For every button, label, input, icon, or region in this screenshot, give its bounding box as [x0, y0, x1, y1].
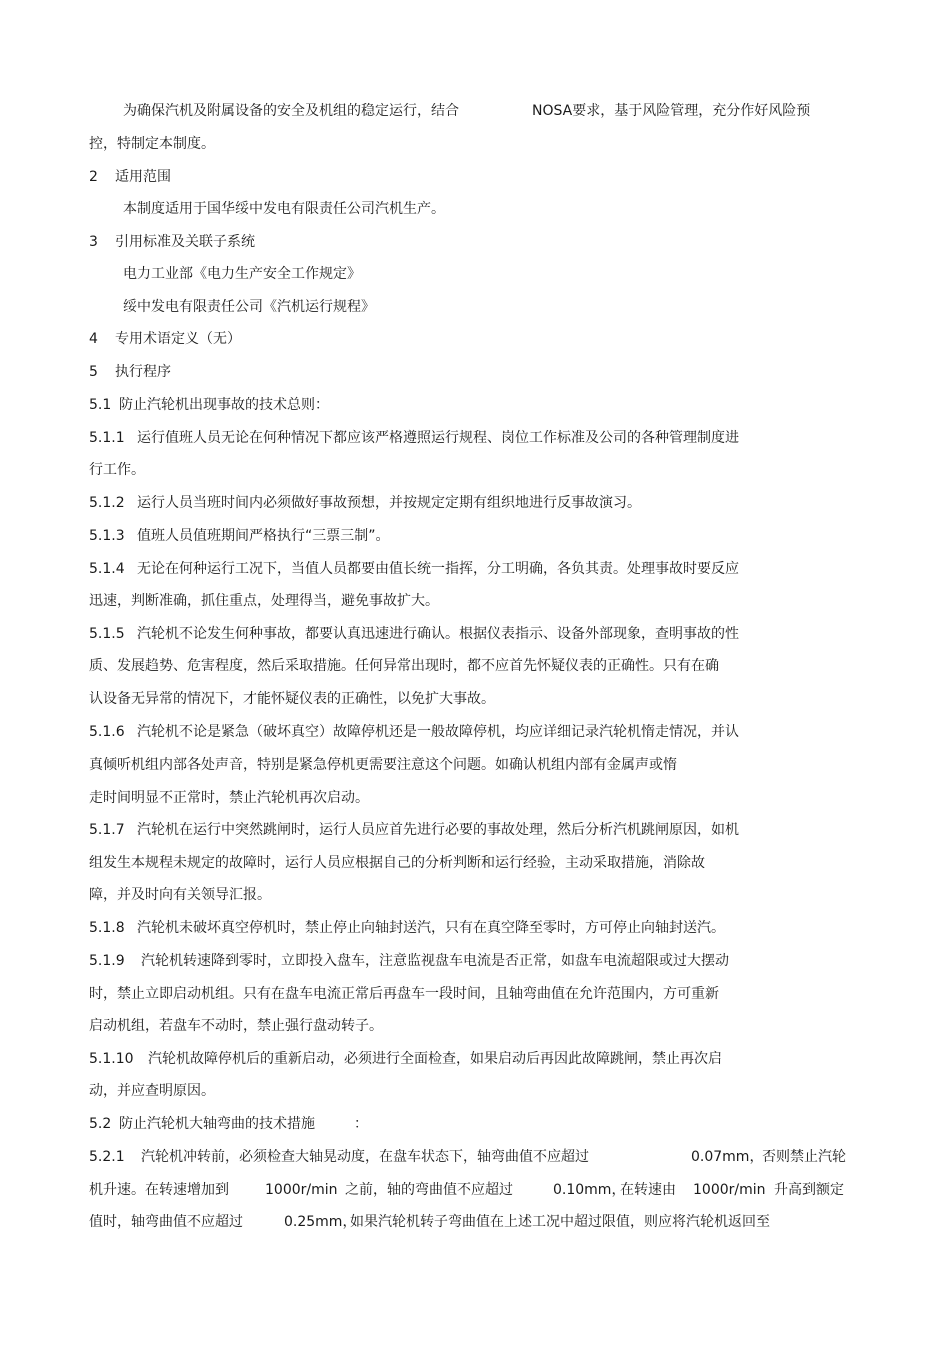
clause-text: 无论在何种运行工况下，当值人员都要由值长统一指挥，分工明确，各负其责。处理事故时要反应 [137, 561, 739, 577]
clause-5-1-1-line-2: 行工作。 [89, 462, 145, 478]
clause-5-1-7-line-2: 组发生本规程未规定的故障时，运行人员应根据自己的分析判断和运行经验，主动采取措施，消除故 [89, 855, 705, 871]
clause-number: 5.1.4 [89, 561, 125, 577]
clause-5-1-6-line-3: 走时间明显不正常时，禁止汽轮机再次启动。 [89, 790, 369, 806]
clause-text: 汽轮机不论发生何种事故，都要认真迅速进行确认。根据仪表指示、设备外部现象，查明事故的性 [137, 626, 739, 642]
intro-line-1a: 为确保汽机及附属设备的安全及机组的稳定运行，结合 [123, 103, 459, 119]
clause-5-1-6-line-2: 真倾听机组内部各处声音，特别是紧急停机更需要注意这个问题。如确认机组内部有金属声或惰 [89, 757, 677, 773]
section-number: 2 [89, 169, 98, 185]
clause-text: 值班人员值班期间严格执行“三票三制”。 [137, 528, 390, 544]
clause-5-1-4-line-2: 迅速，判断准确，抓住重点，处理得当，避免事故扩大。 [89, 593, 439, 609]
clause-number: 5.1.9 [89, 953, 125, 969]
clause-5-1-5-line-1 [89, 624, 739, 644]
section-5-heading [89, 362, 171, 382]
clause-5-1-10-line-1 [89, 1049, 722, 1069]
clause-5-1-1-line-1 [89, 428, 739, 448]
clause-5-1-7-line-3: 障，并及时向有关领导汇报。 [89, 887, 271, 903]
clause-5-2-1-line-3c: 如果汽轮机转子弯曲值在上述工况中超过限值，则应将汽轮机返回至 [350, 1214, 770, 1230]
clause-5-1-5-line-2: 质、发展趋势、危害程度，然后采取措施。任何异常出现时，都不应首先怀疑仪表的正确性。只有在确 [89, 658, 719, 674]
clause-5-1-4-line-1 [89, 559, 739, 579]
clause-number: 5.1.2 [89, 495, 125, 511]
clause-5-1-8-line-1 [89, 918, 725, 938]
value-0-07mm: 0.07mm， [691, 1149, 764, 1165]
clause-text: 汽轮机故障停机后的重新启动，必须进行全面检查，如果启动后再因此故障跳闸，禁止再次启 [148, 1051, 722, 1067]
clause-text: 汽轮机不论是紧急（破坏真空）故障停机还是一般故障停机，均应详细记录汽轮机惰走情况，并认 [137, 724, 739, 740]
clause-5-1-6-line-1 [89, 722, 739, 742]
clause-number: 5.1.3 [89, 528, 125, 544]
section-number: 5.2 [89, 1116, 112, 1132]
section-number: 4 [89, 331, 98, 347]
clause-text: 运行人员当班时间内必须做好事故预想，并按规定定期有组织地进行反事故演习。 [137, 495, 641, 511]
clause-number: 5.1.7 [89, 822, 125, 838]
section-number: 5 [89, 364, 98, 380]
value-1000rpm-1: 1000r/min [265, 1182, 338, 1198]
clause-text: 汽轮机转速降到零时，立即投入盘车，注意监视盘车电流是否正常，如盘车电流超限或过大摆动 [141, 953, 729, 969]
clause-5-1-9-line-3: 启动机组，若盘车不动时，禁止强行盘动转子。 [89, 1018, 383, 1034]
clause-text: 运行值班人员无论在何种情况下都应该严格遵照运行规程、岗位工作标准及公司的各种管理制度进 [137, 430, 739, 446]
clause-number: 5.2.1 [89, 1149, 125, 1165]
clause-5-1-7-line-1 [89, 820, 739, 840]
clause-5-1-2-line-1 [89, 493, 641, 513]
intro-line-1b: NOSA要求，基于风险管理，充分作好风险预 [532, 103, 811, 119]
clause-5-1-3-line-1 [89, 526, 390, 546]
clause-5-2-1-line-1c: 否则禁止汽轮 [762, 1149, 846, 1165]
clause-5-1-9-line-2: 时，禁止立即启动机组。只有在盘车电流正常后再盘车一段时间，且轴弯曲值在允许范围内，方可重新 [89, 986, 719, 1002]
reference-1: 电力工业部《电力生产安全工作规定》 [123, 266, 361, 282]
section-5-2-heading [89, 1114, 315, 1134]
value-0-10mm: 0.10mm， [553, 1182, 626, 1198]
clause-5-2-1-line-3a: 值时，轴弯曲值不应超过 [89, 1214, 243, 1230]
value-1000rpm-2: 1000r/min [693, 1182, 766, 1198]
clause-text: 汽轮机在运行中突然跳闸时，运行人员应首先进行必要的事故处理，然后分析汽机跳闸原因，如机 [137, 822, 739, 838]
clause-text: 汽轮机未破坏真空停机时，禁止停止向轴封送汽，只有在真空降至零时，方可停止向轴封送汽。 [137, 920, 725, 936]
clause-5-2-1-line-2a: 机升速。在转速增加到 [89, 1182, 229, 1198]
section-title: 引用标准及关联子系统 [115, 234, 255, 250]
section-title: 专用术语定义（无） [115, 331, 241, 347]
clause-5-2-1-line-2e: 在转速由 [620, 1182, 676, 1198]
reference-2: 绥中发电有限责任公司《汽机运行规程》 [123, 299, 375, 315]
section-number: 3 [89, 234, 98, 250]
section-number: 5.1 [89, 397, 112, 413]
clause-number: 5.1.6 [89, 724, 125, 740]
clause-number: 5.1.1 [89, 430, 125, 446]
section-5-2-colon: ： [354, 1116, 368, 1132]
section-4-heading [89, 329, 241, 349]
section-3-heading [89, 232, 255, 252]
clause-5-2-1-line-1 [89, 1147, 589, 1167]
section-2-body: 本制度适用于国华绥中发电有限责任公司汽机生产。 [123, 201, 445, 217]
section-title: 防止汽轮机出现事故的技术总则： [119, 397, 329, 413]
section-2-heading [89, 167, 171, 187]
clause-5-2-1-line-2c: 之前，轴的弯曲值不应超过 [345, 1182, 513, 1198]
clause-text: 汽轮机冲转前，必须检查大轴晃动度，在盘车状态下，轴弯曲值不应超过 [141, 1149, 589, 1165]
clause-5-1-10-line-2: 动，并应查明原因。 [89, 1083, 215, 1099]
clause-5-1-5-line-3: 认设备无异常的情况下，才能怀疑仪表的正确性，以免扩大事故。 [89, 691, 495, 707]
clause-5-2-1-line-2g: 升高到额定 [774, 1182, 844, 1198]
clause-number: 5.1.8 [89, 920, 125, 936]
section-5-1-heading [89, 395, 329, 415]
section-title: 适用范围 [115, 169, 171, 185]
clause-5-1-9-line-1 [89, 951, 729, 971]
clause-number: 5.1.10 [89, 1051, 134, 1067]
intro-line-2: 控，特制定本制度。 [89, 136, 215, 152]
section-title: 防止汽轮机大轴弯曲的技术措施 [119, 1116, 315, 1132]
clause-number: 5.1.5 [89, 626, 125, 642]
section-title: 执行程序 [115, 364, 171, 380]
value-0-25mm: 0.25mm， [284, 1214, 357, 1230]
